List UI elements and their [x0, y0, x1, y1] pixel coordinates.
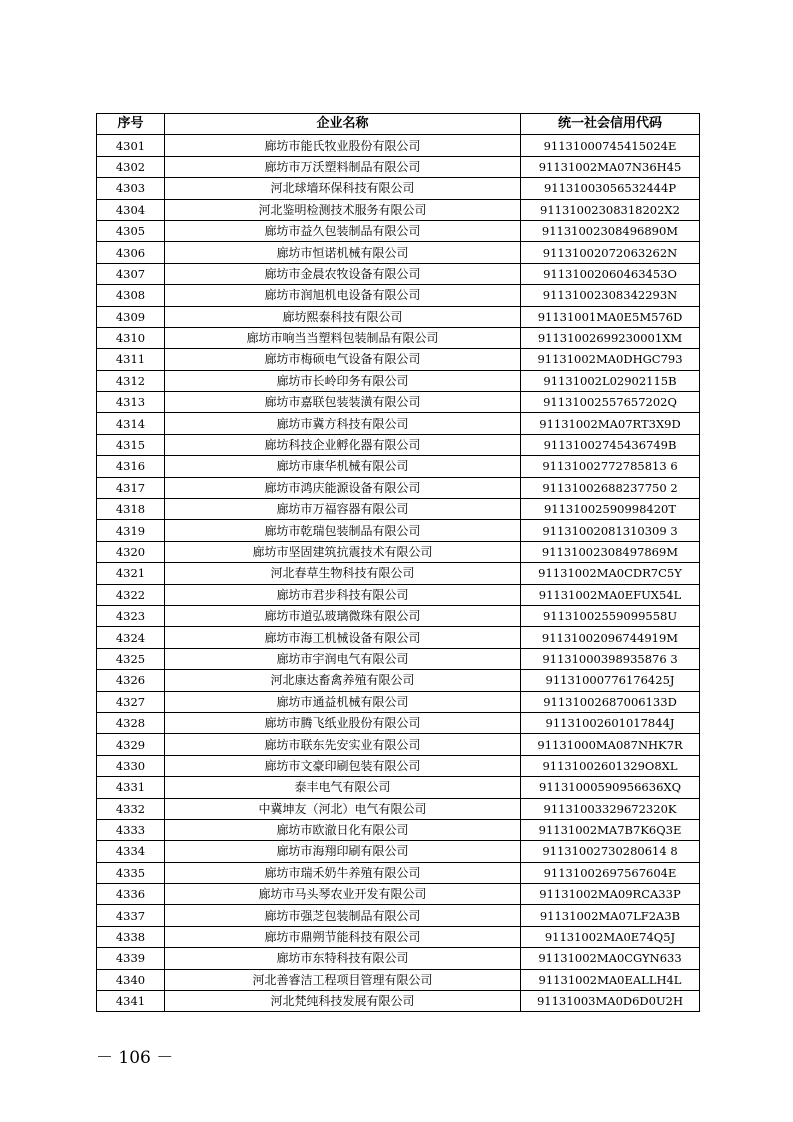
row-index: 4331 [97, 777, 165, 798]
row-credit-code: 91131001MA0E5M576D [521, 306, 700, 327]
row-index: 4318 [97, 499, 165, 520]
row-company-name: 廊坊市冀方科技有限公司 [165, 413, 521, 434]
row-credit-code: 91131002MA09RCA33P [521, 884, 700, 905]
row-credit-code: 91131002MA0E74Q5J [521, 926, 700, 947]
table-body [97, 135, 700, 1012]
row-index: 4325 [97, 648, 165, 669]
row-index: 4314 [97, 413, 165, 434]
row-credit-code: 91131003056532444P [521, 178, 700, 199]
table-row [97, 199, 700, 220]
row-credit-code: 91131002MA07N36H45 [521, 156, 700, 177]
row-credit-code: 91131002081310309 3 [521, 520, 700, 541]
row-index: 4322 [97, 584, 165, 605]
table-row [97, 819, 700, 840]
row-company-name: 廊坊市联东先安实业有限公司 [165, 734, 521, 755]
table-row [97, 926, 700, 947]
table-row [97, 563, 700, 584]
row-company-name: 廊坊市康华机械有限公司 [165, 456, 521, 477]
row-credit-code: 91131002MA0EFUX54L [521, 584, 700, 605]
row-credit-code: 91131002308496890M [521, 220, 700, 241]
page-number: － 106 － [96, 1048, 174, 1068]
table-row [97, 499, 700, 520]
row-company-name: 河北善睿洁工程项目管理有限公司 [165, 969, 521, 990]
table-row [97, 220, 700, 241]
row-company-name: 廊坊市君步科技有限公司 [165, 584, 521, 605]
table-row [97, 841, 700, 862]
row-credit-code: 91131002688237750 2 [521, 477, 700, 498]
row-index: 4316 [97, 456, 165, 477]
row-company-name: 廊坊市欧澈日化有限公司 [165, 819, 521, 840]
row-credit-code: 91131002060463453O [521, 263, 700, 284]
row-credit-code: 91131002590998420T [521, 499, 700, 520]
row-credit-code: 91131002557657202Q [521, 392, 700, 413]
row-company-name: 廊坊市宇润电气有限公司 [165, 648, 521, 669]
row-credit-code: 91131002687006133D [521, 691, 700, 712]
row-company-name: 河北梵纯科技发展有限公司 [165, 991, 521, 1012]
header-index: 序号 [97, 114, 165, 135]
row-company-name: 廊坊市润旭机电设备有限公司 [165, 285, 521, 306]
row-credit-code: 91131000590956636XQ [521, 777, 700, 798]
table-row [97, 327, 700, 348]
row-index: 4309 [97, 306, 165, 327]
row-company-name: 廊坊市鼎朔节能科技有限公司 [165, 926, 521, 947]
table-row [97, 584, 700, 605]
table-row [97, 627, 700, 648]
row-index: 4320 [97, 541, 165, 562]
table-header-row [97, 114, 700, 135]
row-company-name: 河北球墙环保科技有限公司 [165, 178, 521, 199]
row-credit-code: 91131002MA7B7K6Q3E [521, 819, 700, 840]
table-row [97, 413, 700, 434]
row-credit-code: 91131002MA0DHGC793 [521, 349, 700, 370]
row-index: 4311 [97, 349, 165, 370]
row-credit-code: 91131002601017844J [521, 712, 700, 733]
row-index: 4319 [97, 520, 165, 541]
table-row [97, 605, 700, 626]
row-credit-code: 91131002730280614 8 [521, 841, 700, 862]
row-company-name: 廊坊市通益机械有限公司 [165, 691, 521, 712]
row-index: 4313 [97, 392, 165, 413]
table-row [97, 392, 700, 413]
row-index: 4303 [97, 178, 165, 199]
row-credit-code: 91131000MA087NHK7R [521, 734, 700, 755]
table-row [97, 862, 700, 883]
table-row [97, 691, 700, 712]
row-company-name: 廊坊市马头琴农业开发有限公司 [165, 884, 521, 905]
table-row [97, 242, 700, 263]
table-row [97, 349, 700, 370]
row-company-name: 河北春草生物科技有限公司 [165, 563, 521, 584]
row-credit-code: 91131002601329O8XL [521, 755, 700, 776]
row-company-name: 廊坊市海翔印刷有限公司 [165, 841, 521, 862]
row-index: 4327 [97, 691, 165, 712]
row-company-name: 廊坊市恒诺机械有限公司 [165, 242, 521, 263]
row-credit-code: 91131002MA0CDR7C5Y [521, 563, 700, 584]
table-row [97, 370, 700, 391]
row-company-name: 廊坊市乾瑞包装制品有限公司 [165, 520, 521, 541]
row-index: 4328 [97, 712, 165, 733]
table-row [97, 263, 700, 284]
row-company-name: 廊坊熙泰科技有限公司 [165, 306, 521, 327]
row-index: 4301 [97, 135, 165, 156]
table-row [97, 755, 700, 776]
row-index: 4329 [97, 734, 165, 755]
row-credit-code: 91131002699230001XM [521, 327, 700, 348]
row-credit-code: 91131002MA0EALLH4L [521, 969, 700, 990]
table-row [97, 734, 700, 755]
row-index: 4302 [97, 156, 165, 177]
row-company-name: 廊坊市强芝包装制品有限公司 [165, 905, 521, 926]
row-company-name: 中冀坤友（河北）电气有限公司 [165, 798, 521, 819]
row-credit-code: 91131002MA07RT3X9D [521, 413, 700, 434]
row-company-name: 廊坊市梅硕电气设备有限公司 [165, 349, 521, 370]
row-company-name: 廊坊市东特科技有限公司 [165, 948, 521, 969]
row-company-name: 河北康达畜禽养殖有限公司 [165, 670, 521, 691]
row-company-name: 河北鉴明检测技术服务有限公司 [165, 199, 521, 220]
table-row [97, 712, 700, 733]
table-row [97, 434, 700, 455]
row-index: 4335 [97, 862, 165, 883]
row-credit-code: 91131002559099558U [521, 605, 700, 626]
row-company-name: 廊坊市鸿庆能源设备有限公司 [165, 477, 521, 498]
table-row [97, 991, 700, 1012]
row-credit-code: 91131003329672320K [521, 798, 700, 819]
row-company-name: 廊坊市坚固建筑抗震技术有限公司 [165, 541, 521, 562]
header-credit-code: 统一社会信用代码 [521, 114, 700, 135]
row-credit-code: 91131002308342293N [521, 285, 700, 306]
row-company-name: 廊坊市长岭印务有限公司 [165, 370, 521, 391]
table-row [97, 670, 700, 691]
row-index: 4337 [97, 905, 165, 926]
row-index: 4323 [97, 605, 165, 626]
row-index: 4334 [97, 841, 165, 862]
row-index: 4341 [97, 991, 165, 1012]
table-row [97, 285, 700, 306]
row-index: 4317 [97, 477, 165, 498]
row-credit-code: 91131002MA07LF2A3B [521, 905, 700, 926]
row-company-name: 廊坊市益久包装制品有限公司 [165, 220, 521, 241]
row-credit-code: 91131002745436749B [521, 434, 700, 455]
row-index: 4333 [97, 819, 165, 840]
row-index: 4338 [97, 926, 165, 947]
table-row [97, 178, 700, 199]
table-row [97, 541, 700, 562]
row-company-name: 廊坊市能氏牧业股份有限公司 [165, 135, 521, 156]
row-company-name: 廊坊市响当当塑料包装制品有限公司 [165, 327, 521, 348]
row-index: 4321 [97, 563, 165, 584]
row-company-name: 廊坊市万福容器有限公司 [165, 499, 521, 520]
row-company-name: 廊坊市道弘玻璃微珠有限公司 [165, 605, 521, 626]
row-credit-code: 91131002308318202X2 [521, 199, 700, 220]
row-company-name: 泰丰电气有限公司 [165, 777, 521, 798]
row-index: 4330 [97, 755, 165, 776]
table-row [97, 948, 700, 969]
row-credit-code: 91131002772785813 6 [521, 456, 700, 477]
row-index: 4307 [97, 263, 165, 284]
table-row [97, 477, 700, 498]
row-index: 4310 [97, 327, 165, 348]
row-company-name: 廊坊科技企业孵化器有限公司 [165, 434, 521, 455]
table-row [97, 777, 700, 798]
table-row [97, 156, 700, 177]
row-company-name: 廊坊市万沃塑料制品有限公司 [165, 156, 521, 177]
row-credit-code: 91131000398935876 3 [521, 648, 700, 669]
row-index: 4332 [97, 798, 165, 819]
table-row [97, 520, 700, 541]
row-credit-code: 91131002MA0CGYN633 [521, 948, 700, 969]
row-credit-code: 91131003MA0D6D0U2H [521, 991, 700, 1012]
row-index: 4308 [97, 285, 165, 306]
row-credit-code: 91131002072063262N [521, 242, 700, 263]
row-company-name: 廊坊市金晨农牧设备有限公司 [165, 263, 521, 284]
enterprise-table [96, 113, 700, 1012]
row-index: 4336 [97, 884, 165, 905]
row-index: 4339 [97, 948, 165, 969]
row-credit-code: 91131000776176425J [521, 670, 700, 691]
row-credit-code: 91131002096744919M [521, 627, 700, 648]
row-credit-code: 91131000745415024E [521, 135, 700, 156]
row-credit-code: 91131002L02902115B [521, 370, 700, 391]
table-row [97, 648, 700, 669]
row-index: 4315 [97, 434, 165, 455]
table-row [97, 905, 700, 926]
row-company-name: 廊坊市腾飞纸业股份有限公司 [165, 712, 521, 733]
table-row [97, 884, 700, 905]
header-company-name: 企业名称 [165, 114, 521, 135]
table-row [97, 456, 700, 477]
row-index: 4326 [97, 670, 165, 691]
table-row [97, 969, 700, 990]
table-row [97, 798, 700, 819]
row-company-name: 廊坊市嘉联包装装潢有限公司 [165, 392, 521, 413]
row-index: 4312 [97, 370, 165, 391]
row-index: 4306 [97, 242, 165, 263]
row-company-name: 廊坊市瑞禾奶牛养殖有限公司 [165, 862, 521, 883]
table-row [97, 135, 700, 156]
row-index: 4305 [97, 220, 165, 241]
row-company-name: 廊坊市海工机械设备有限公司 [165, 627, 521, 648]
table-row [97, 306, 700, 327]
row-credit-code: 91131002697567604E [521, 862, 700, 883]
row-company-name: 廊坊市文豪印刷包装有限公司 [165, 755, 521, 776]
row-index: 4324 [97, 627, 165, 648]
row-credit-code: 91131002308497869M [521, 541, 700, 562]
row-index: 4340 [97, 969, 165, 990]
row-index: 4304 [97, 199, 165, 220]
